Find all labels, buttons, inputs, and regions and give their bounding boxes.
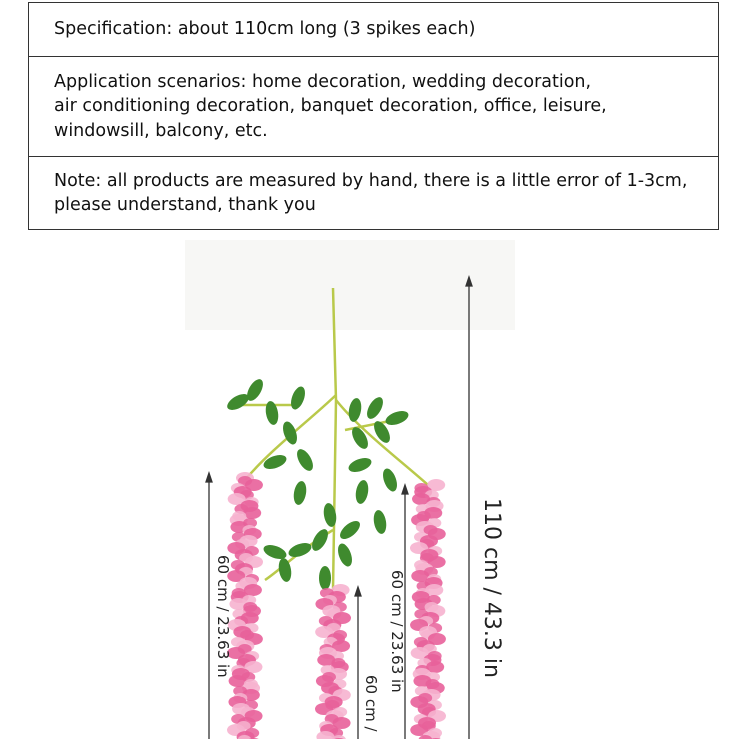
leaf <box>294 447 316 474</box>
leaf <box>364 395 386 422</box>
specification-table <box>28 2 719 230</box>
leaf <box>380 467 399 494</box>
product-image <box>0 230 750 739</box>
leaf <box>262 452 289 471</box>
leaf <box>337 518 363 543</box>
flower-strands <box>227 472 446 739</box>
leaf <box>335 542 354 569</box>
middle-strand-length-label: 60 cm / <box>362 675 380 732</box>
leaf <box>287 540 314 559</box>
spec-row-specification <box>29 3 718 57</box>
leaf <box>309 527 331 554</box>
spec-text: air conditioning decoration, banquet decoration, office, leisure, <box>54 96 607 117</box>
spec-text: please understand, thank you <box>54 195 316 215</box>
spec-text: Note: all products are measured by hand, there is a little error of 1-3cm, <box>54 170 688 191</box>
spec-text: Application scenarios: home decoration, wedding decoration, <box>54 71 592 92</box>
total-length-label: 110 cm / 43.3 in <box>479 498 504 678</box>
leaf <box>354 479 370 505</box>
arrow-head <box>402 485 408 494</box>
photo-backdrop <box>185 240 515 330</box>
leaf <box>319 566 331 590</box>
leaf <box>292 480 308 506</box>
stems <box>240 288 428 590</box>
spec-row-note <box>29 157 718 230</box>
spec-row-application <box>29 57 718 157</box>
leaf <box>347 397 363 423</box>
leaf <box>322 502 338 528</box>
wisteria-garland-illustration <box>0 230 750 739</box>
leaf <box>372 509 388 535</box>
stem <box>333 288 336 590</box>
left-strand-length-label: 60 cm / 23.63 in <box>214 555 232 678</box>
arrow-head <box>206 473 212 482</box>
leaf <box>347 455 374 474</box>
leaf <box>288 385 307 412</box>
right-strand-length-label: 60 cm / 23.63 in <box>388 570 406 693</box>
leaf <box>384 408 411 427</box>
spec-text: Specification: about 110cm long (3 spikes each) <box>54 19 476 40</box>
arrow-head <box>355 587 361 596</box>
spec-text: windowsill, balcony, etc. <box>54 120 268 141</box>
